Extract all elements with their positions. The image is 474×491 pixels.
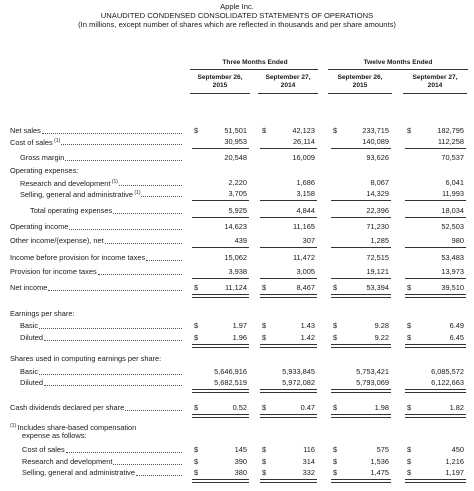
row-label-text: Earnings per share:: [10, 309, 75, 318]
currency-symbol: $: [333, 445, 338, 454]
col4-header-line2: 2014: [427, 82, 443, 89]
col4-header-line1: September 27,: [412, 74, 458, 81]
row-label-text: Net sales: [10, 126, 41, 135]
currency-symbol: $: [194, 457, 199, 466]
leader-dots: [119, 185, 182, 186]
currency-symbol: $: [194, 468, 199, 477]
total-double-rule: [260, 294, 317, 298]
total-double-rule: [405, 344, 466, 348]
group-three-months: Three Months Ended: [222, 59, 288, 66]
cell-value: 5,646,916: [214, 367, 247, 376]
subtotal-rule: [405, 247, 466, 248]
subtotal-rule: [405, 148, 466, 149]
cell-value: 16,009: [292, 153, 315, 162]
cell-value: 5,925: [228, 206, 247, 215]
cell-value: 182,795: [437, 126, 464, 135]
leader-dots: [146, 260, 182, 261]
cell-value: 8,467: [296, 283, 315, 292]
leader-dots: [61, 144, 182, 145]
row-label-text: Other income/(expense), net: [10, 236, 104, 245]
cell-value: 980: [451, 236, 464, 245]
cell-value: 1,285: [370, 236, 389, 245]
leader-dots: [105, 243, 182, 244]
cell-value: 5,972,082: [282, 378, 315, 387]
row-label-text: Research and development: [22, 457, 113, 466]
cell-value: 1,475: [370, 468, 389, 477]
subtotal-rule: [192, 200, 249, 201]
row-label: [22, 445, 65, 454]
cell-value: 6,041: [445, 178, 464, 187]
subtotal-rule: [331, 247, 391, 248]
cell-value: 1.82: [449, 403, 464, 412]
row-label-text: Operating expenses:: [10, 166, 79, 175]
cell-value: 450: [451, 445, 464, 454]
leader-dots: [39, 328, 182, 329]
subtotal-rule: [405, 200, 466, 201]
row-label-text: Cash dividends declared per share: [10, 403, 125, 412]
cell-value: 145: [234, 445, 247, 454]
row-label: [22, 431, 87, 440]
currency-symbol: $: [262, 468, 267, 477]
cell-value: 26,114: [292, 137, 315, 146]
cell-value: 9.28: [374, 321, 389, 330]
cell-value: 52,503: [441, 222, 464, 231]
currency-symbol: $: [194, 321, 199, 330]
cell-value: 70,537: [441, 153, 464, 162]
subtotal-rule: [260, 217, 317, 218]
row-label: [20, 189, 140, 199]
row-label: [10, 126, 41, 135]
leader-dots: [48, 290, 182, 291]
col3-header-line1: September 26,: [337, 74, 383, 81]
col1-header-line2: 2015: [212, 82, 228, 89]
currency-symbol: $: [262, 126, 267, 135]
row-label: [10, 283, 47, 292]
cell-value: 140,089: [362, 137, 389, 146]
leader-dots: [125, 410, 182, 411]
col3-header-line2: 2015: [352, 82, 368, 89]
currency-symbol: $: [407, 321, 412, 330]
row-label-text: expense as follows:: [22, 431, 87, 440]
row-label-text: Gross margin: [20, 153, 65, 162]
cell-value: 8,067: [370, 178, 389, 187]
row-label: [22, 468, 135, 477]
cell-value: 2,220: [228, 178, 247, 187]
currency-symbol: $: [333, 468, 338, 477]
cell-value: 93,626: [366, 153, 389, 162]
col4-header-rule: [403, 93, 467, 94]
cell-value: 14,329: [366, 189, 389, 198]
footnote-marker: (1): [52, 138, 61, 144]
row-label: [10, 236, 104, 245]
total-double-rule: [192, 344, 249, 348]
cell-value: 233,715: [362, 126, 389, 135]
cell-value: 15,062: [224, 253, 247, 262]
currency-symbol: $: [262, 333, 267, 342]
cell-value: 1,197: [445, 468, 464, 477]
cell-value: 6.49: [449, 321, 464, 330]
cell-value: 22,396: [366, 206, 389, 215]
subtotal-rule: [192, 217, 249, 218]
cell-value: 116: [303, 445, 315, 454]
row-label-text: Basic: [20, 321, 39, 330]
currency-symbol: $: [407, 468, 412, 477]
subtotal-rule: [192, 148, 249, 149]
leader-dots: [44, 385, 182, 386]
cell-value: 13,973: [441, 267, 464, 276]
currency-symbol: $: [407, 283, 412, 292]
currency-symbol: $: [194, 126, 199, 135]
total-double-rule: [331, 389, 391, 393]
leader-dots: [65, 160, 182, 161]
currency-symbol: $: [262, 321, 267, 330]
cell-value: 18,034: [441, 206, 464, 215]
total-double-rule: [260, 344, 317, 348]
subtotal-rule: [260, 278, 317, 279]
cell-value: 1.43: [300, 321, 315, 330]
total-double-rule: [192, 414, 249, 418]
row-label: [10, 354, 161, 363]
row-label-text: Cost of sales: [10, 138, 53, 147]
row-label-text: Diluted: [20, 333, 44, 342]
currency-symbol: $: [194, 283, 199, 292]
currency-symbol: $: [262, 457, 267, 466]
row-label: [20, 153, 64, 162]
cell-value: 4,844: [296, 206, 315, 215]
cell-value: 5,793,069: [356, 378, 389, 387]
total-double-rule: [260, 389, 317, 393]
leader-dots: [113, 464, 182, 465]
cell-value: 1.96: [232, 333, 247, 342]
row-label: [10, 267, 97, 276]
subtotal-rule: [405, 278, 466, 279]
currency-symbol: $: [407, 126, 412, 135]
row-label: [22, 457, 112, 466]
total-double-rule: [192, 479, 249, 483]
leader-dots: [136, 475, 182, 476]
leader-dots: [39, 374, 182, 375]
cell-value: 6,122,663: [431, 378, 464, 387]
leader-dots: [44, 340, 182, 341]
footnote-marker: (1): [10, 423, 18, 429]
cell-value: 14,623: [224, 222, 247, 231]
cell-value: 112,258: [437, 137, 464, 146]
row-label-text: Basic: [20, 367, 39, 376]
cell-value: 0.47: [300, 403, 315, 412]
total-double-rule: [405, 479, 466, 483]
row-label-text: Income before provision for income taxes: [10, 253, 146, 262]
row-label: [20, 321, 38, 330]
company-name: Apple Inc.: [220, 2, 254, 11]
leader-dots: [69, 229, 182, 230]
leader-dots: [141, 196, 182, 197]
cell-value: 380: [234, 468, 247, 477]
total-double-rule: [331, 344, 391, 348]
row-label-text: Research and development: [20, 179, 111, 188]
group-rule-three: [190, 69, 318, 70]
row-label: [10, 137, 60, 147]
row-label: [10, 403, 124, 412]
cell-value: 72,515: [366, 253, 389, 262]
leader-dots: [42, 133, 182, 134]
total-double-rule: [405, 294, 466, 298]
row-label-text: Provision for income taxes: [10, 267, 97, 276]
statement-title: UNAUDITED CONDENSED CONSOLIDATED STATEMENTS OF OPERATIONS: [100, 11, 374, 20]
subtotal-rule: [331, 278, 391, 279]
total-double-rule: [192, 294, 249, 298]
currency-symbol: $: [407, 403, 412, 412]
cell-value: 3,705: [228, 189, 247, 198]
row-label-text: Includes share-based compensation: [17, 423, 137, 432]
total-double-rule: [405, 414, 466, 418]
cell-value: 3,005: [296, 267, 315, 276]
subtotal-rule: [331, 200, 391, 201]
row-label-text: Selling, general and administrative: [20, 190, 133, 199]
currency-symbol: $: [333, 321, 338, 330]
cell-value: 5,933,845: [282, 367, 315, 376]
total-double-rule: [260, 414, 317, 418]
leader-dots: [98, 274, 182, 275]
row-label-text: Total operating expenses: [30, 206, 113, 215]
cell-value: 314: [302, 457, 315, 466]
cell-value: 6,085,572: [431, 367, 464, 376]
cell-value: 1.42: [300, 333, 315, 342]
row-label-text: Cost of sales: [22, 445, 65, 454]
cell-value: 19,121: [366, 267, 389, 276]
cell-value: 71,230: [366, 222, 389, 231]
cell-value: 11,165: [292, 222, 315, 231]
cell-value: 332: [302, 468, 315, 477]
row-label: [20, 378, 43, 387]
cell-value: 53,483: [441, 253, 464, 262]
leader-dots: [66, 452, 182, 453]
cell-value: 1,536: [370, 457, 389, 466]
cell-value: 11,124: [224, 283, 247, 292]
currency-symbol: $: [333, 283, 338, 292]
cell-value: 439: [234, 236, 247, 245]
cell-value: 20,548: [224, 153, 247, 162]
total-double-rule: [331, 294, 391, 298]
col1-header-rule: [190, 93, 250, 94]
group-rule-twelve: [328, 69, 468, 70]
total-double-rule: [331, 479, 391, 483]
subtotal-rule: [260, 148, 317, 149]
cell-value: 11,993: [441, 189, 464, 198]
total-double-rule: [260, 479, 317, 483]
row-label-text: Shares used in computing earnings per share:: [10, 354, 162, 363]
cell-value: 42,123: [292, 126, 315, 135]
col2-header-line2: 2014: [280, 82, 296, 89]
currency-symbol: $: [407, 333, 412, 342]
cell-value: 3,938: [228, 267, 247, 276]
currency-symbol: $: [194, 445, 199, 454]
subtotal-rule: [192, 278, 249, 279]
currency-symbol: $: [262, 403, 267, 412]
row-label: [10, 222, 68, 231]
total-double-rule: [331, 414, 391, 418]
subtotal-rule: [331, 217, 391, 218]
col2-header-line1: September 27,: [265, 74, 311, 81]
footnote-marker: (1): [132, 190, 141, 196]
row-label-text: Operating income: [10, 222, 69, 231]
cell-value: 53,394: [366, 283, 389, 292]
currency-symbol: $: [262, 283, 267, 292]
cell-value: 6.45: [449, 333, 464, 342]
col3-header-rule: [328, 93, 392, 94]
row-label: [10, 309, 75, 318]
group-twelve-months: Twelve Months Ended: [363, 59, 433, 66]
row-label-text: Net income: [10, 283, 48, 292]
row-label: [20, 333, 43, 342]
cell-value: 30,953: [224, 137, 247, 146]
subtotal-rule: [405, 217, 466, 218]
cell-value: 1,216: [445, 457, 464, 466]
cell-value: 9.22: [374, 333, 389, 342]
subtotal-rule: [192, 247, 249, 248]
total-double-rule: [405, 389, 466, 393]
currency-symbol: $: [407, 457, 412, 466]
currency-symbol: $: [407, 445, 412, 454]
cell-value: 575: [376, 445, 389, 454]
cell-value: 11,472: [292, 253, 315, 262]
cell-value: 5,682,519: [214, 378, 247, 387]
cell-value: 3,158: [296, 189, 315, 198]
cell-value: 39,510: [441, 283, 464, 292]
cell-value: 390: [234, 457, 247, 466]
row-label-text: Diluted: [20, 378, 44, 387]
subtotal-rule: [260, 200, 317, 201]
currency-symbol: $: [194, 403, 199, 412]
footnote-marker: (1): [110, 179, 118, 185]
currency-symbol: $: [333, 403, 338, 412]
currency-symbol: $: [333, 126, 338, 135]
col1-header-line1: September 26,: [197, 74, 243, 81]
currency-symbol: $: [333, 333, 338, 342]
subtotal-rule: [331, 148, 391, 149]
currency-symbol: $: [333, 457, 338, 466]
currency-symbol: $: [262, 445, 267, 454]
cell-value: 1,686: [296, 178, 315, 187]
row-label: [20, 178, 118, 188]
cell-value: 0.52: [232, 403, 247, 412]
cell-value: 1.98: [374, 403, 389, 412]
cell-value: 5,753,421: [356, 367, 389, 376]
currency-symbol: $: [194, 333, 199, 342]
subtotal-rule: [260, 247, 317, 248]
row-label: [30, 206, 112, 215]
total-double-rule: [192, 389, 249, 393]
cell-value: 1.97: [232, 321, 247, 330]
cell-value: 51,501: [224, 126, 247, 135]
cell-value: 307: [302, 236, 315, 245]
row-label: [20, 367, 38, 376]
statement-subtitle: (In millions, except number of shares which are reflected in thousands and per share amounts): [78, 20, 396, 29]
leader-dots: [113, 213, 182, 214]
row-label-text: Selling, general and administrative: [22, 468, 135, 477]
col2-header-rule: [258, 93, 318, 94]
row-label: [10, 166, 78, 175]
row-label: [10, 253, 145, 262]
